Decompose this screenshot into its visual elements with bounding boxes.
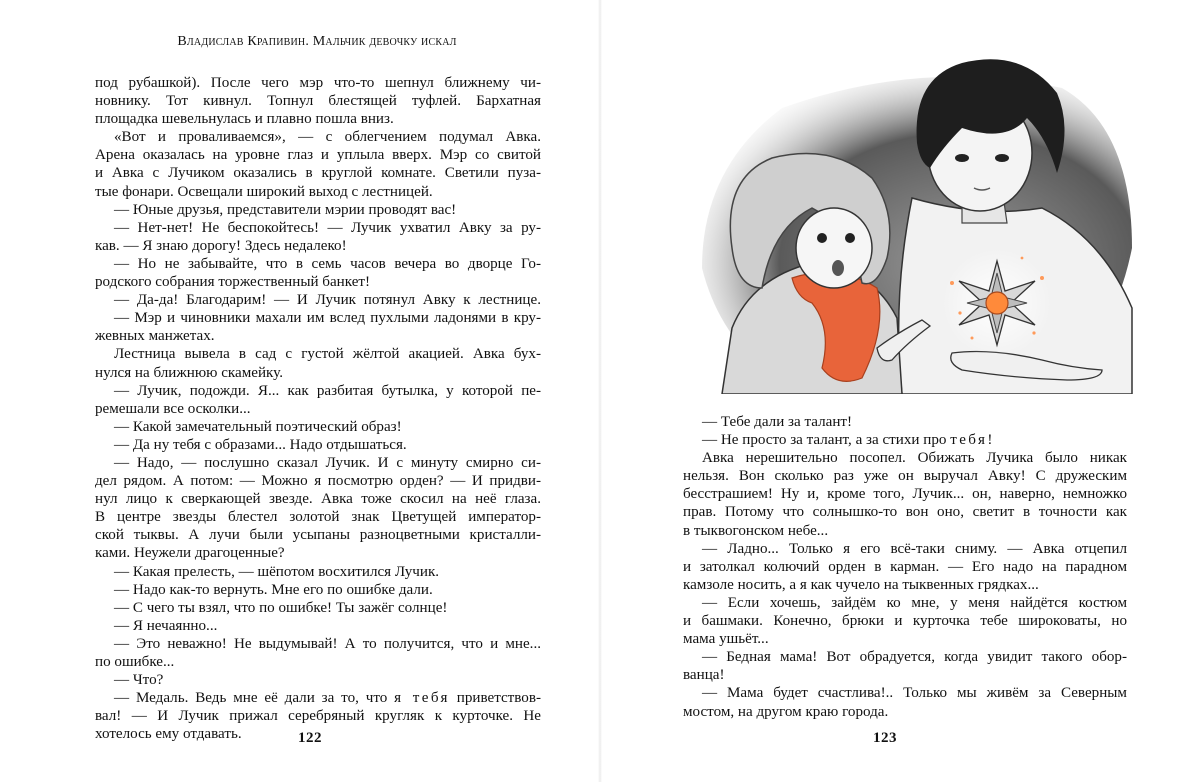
text-line: — Мама будет счастлива!.. Только мы живём за Северным	[702, 685, 1127, 702]
medal-center	[986, 292, 1008, 314]
text-line: бесстрашием! Ну и, кроме того, Лучик... он, наверно, немножко	[683, 486, 1127, 503]
text-line: и Авка с Лучиком оказались в круглой комнате. Светили пуза-	[95, 165, 541, 182]
text-line: — Что?	[114, 672, 164, 689]
text-line: и башмаки. Конечно, брюки и курточка тебе широковаты, но	[683, 613, 1127, 630]
text-line: ванца!	[683, 667, 725, 684]
text-line-part: — Медаль. Ведь мне её дали за то, что	[114, 690, 395, 707]
text-line: — Надо как-то вернуть. Мне его по ошибке дали.	[114, 581, 433, 598]
text-line: — Бедная мама! Вот обрадуется, когда увидит такого обор-	[702, 649, 1127, 666]
text-line	[683, 431, 1127, 449]
text-line: — Какой замечательный поэтический образ!	[114, 418, 402, 435]
text-line: новнику. Тот кивнул. Топнул блестящей туфлей. Бархатная	[95, 93, 541, 110]
spaced-emphasis: я тебя	[394, 690, 450, 707]
text-line: ками. Неужели драгоценные?	[95, 545, 285, 562]
boy-eye-left	[955, 154, 969, 162]
text-line: хотелось ему отдавать.	[95, 726, 242, 743]
page-number-right: 123	[873, 730, 897, 746]
girl-mouth	[832, 260, 844, 276]
text-line: нельзя. Вон сколько раз уже он выручал Авку! С дружеским	[683, 468, 1127, 485]
text-line: — Юные друзья, представители мэрии проводят вас!	[114, 201, 457, 218]
text-line: дел рядом. А потом: — Можно я посмотрю орден? — И придви-	[95, 473, 541, 490]
text-line: — Мэр и чиновники махали им вслед пухлыми ладонями в кру-	[114, 310, 541, 327]
text-line: ской тыквы. А лучи были усыпаны разноцветными кристалли-	[95, 527, 541, 544]
text-line: по ошибке...	[95, 654, 175, 670]
text-line	[95, 689, 541, 707]
text-line: нул лицо к сверкающей звезде. Авка тоже скосил на неё глаза.	[95, 491, 541, 508]
text-line: — Это неважно! Не выдумывай! А то получится, что и мне...	[114, 635, 541, 652]
text-line: в тыквогонском небе...	[683, 522, 829, 539]
text-line: мама ушьёт...	[683, 631, 769, 648]
text-line: родского собрания торжественный банкет!	[95, 274, 371, 291]
text-line: тые фонари. Освещали широкий выход с лестницей.	[95, 183, 433, 200]
text-line-part: приветствов-	[449, 690, 541, 707]
text-line: вал! — И Лучик прижал серебряный кругляк к курточке. Не	[95, 708, 541, 725]
text-line: — Нет-нет! Не беспокойтесь! — Лучик ухватил Авку за ру-	[114, 219, 541, 236]
text-line: — Но не забывайте, что в семь часов вечера во дворце Го-	[114, 255, 541, 272]
page-number-left: 122	[298, 730, 322, 746]
text-line: — Да-да! Благодарим! — И Лучик потянул Авку к лестнице.	[114, 292, 541, 309]
right-page	[600, 0, 1200, 782]
text-line: — Я нечаянно...	[114, 617, 218, 634]
running-head	[132, 34, 502, 50]
text-line: жевных манжетах.	[95, 328, 215, 345]
text-line: — Какая прелесть, — шёпотом восхитился Лучик.	[114, 563, 440, 580]
left-page-text	[95, 74, 541, 743]
text-line: — Если хочешь, зайдём ко мне, у меня найдётся костюм	[702, 594, 1127, 611]
girl-face	[796, 208, 872, 288]
text-line: Авка нерешительно посопел. Обижать Лучика было никак	[702, 450, 1127, 467]
text-line: — Да ну тебя с образами... Надо отдышаться.	[114, 436, 407, 453]
text-line: площадка шевельнулась и плавно пошла вниз.	[95, 111, 394, 128]
text-line: кав. — Я знаю дорогу! Здесь недалеко!	[95, 237, 347, 254]
text-line: прав. Потому что солнышко-то вон оно, светит в точности как	[683, 504, 1127, 521]
text-line: нулся на ближнюю скамейку.	[95, 364, 283, 381]
text-line: — Надо, — послушно сказал Лучик. И с минуту смирно си-	[114, 454, 541, 471]
text-line: ремешали все осколки...	[95, 400, 251, 417]
text-line: «Вот и проваливаемся», — с облегчением подумал Авка.	[114, 129, 541, 146]
illustration-drawing	[662, 48, 1168, 394]
text-line: — Лучик, подожди. Я... как разбитая бутылка, у которой пе-	[114, 382, 541, 399]
text-line-part: — Не просто за талант, а за стихи про	[702, 432, 951, 449]
boy-eye-right	[995, 154, 1009, 162]
running-head-author: Владислав Крапивин.	[177, 34, 310, 49]
spaced-emphasis: тебя	[950, 432, 988, 449]
text-line: — Ладно... Только я его всё-таки сниму. — Авка отцепил	[702, 540, 1127, 557]
text-line: В центре звезды блестел золотой знак Цветущей император-	[95, 509, 541, 526]
girl-eye-right	[845, 233, 855, 243]
text-line: под рубашкой). После чего мэр что-то шепнул ближнему чи-	[95, 75, 541, 91]
text-line: — С чего ты взял, что по ошибке! Ты зажёг солнце!	[114, 599, 448, 616]
text-line: — Тебе дали за талант!	[702, 414, 853, 430]
illustration	[662, 48, 1168, 394]
text-line-part: !	[987, 432, 993, 449]
text-line: камзоле носить, а я как чучело на тыквенных грядках...	[683, 576, 1039, 593]
text-line: Арена оказалась на уровне глаз и уплыла вверх. Мэр со свитой	[95, 147, 541, 164]
text-line: Лестница вывела в сад с густой жёлтой акацией. Авка бух-	[114, 346, 541, 363]
girl-eye-left	[817, 233, 827, 243]
text-line: и затолкал колючий орден в карман. — Его надо на парадном	[683, 558, 1127, 575]
running-head-title: Мальчик девочку искал	[312, 34, 457, 49]
right-page-text	[683, 413, 1127, 721]
text-line: мостом, на другом краю города.	[683, 703, 889, 720]
